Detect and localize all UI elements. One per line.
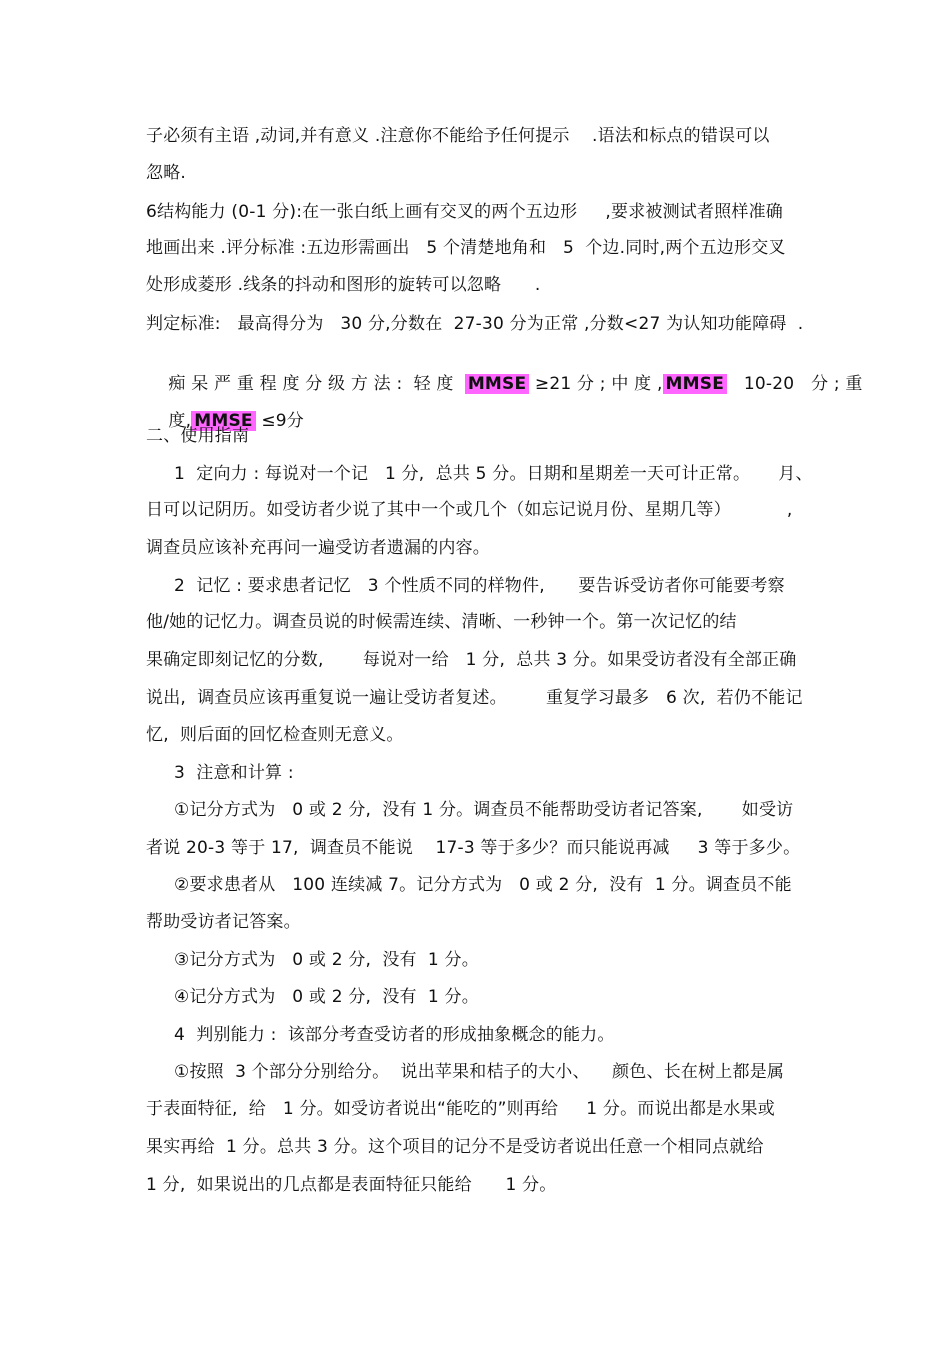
text-line: 子必须有主语 ,动词,并有意义 .注意你不能给予任何提示 .语法和标点的错误可以 bbox=[146, 126, 770, 146]
text-line: 地画出来 .评分标准 :五边形需画出 5 个清楚地角和 5 个边.同时,两个五边形交叉 bbox=[146, 238, 786, 258]
text-line: ④记分方式为 0 或 2 分, 没有 1 分。 bbox=[146, 987, 479, 1007]
text-line: 调查员应该补充再问一遍受访者遗漏的内容。 bbox=[146, 538, 490, 558]
text-line: 判定标准: 最高得分为 30 分,分数在 27-30 分为正常 ,分数<27 为认知功能障碍 . bbox=[146, 314, 804, 334]
text-line: 1 分, 如果说出的几点都是表面特征只能给 1 分。 bbox=[146, 1175, 557, 1195]
text-line: 1 定向力 : 每说对一个记 1 分, 总共 5 分。日期和星期差一天可计正常。 月、 bbox=[146, 464, 813, 484]
text-line: 忽略. bbox=[146, 163, 187, 183]
text-line: 忆, 则后面的回忆检查则无意义。 bbox=[146, 725, 404, 745]
text-line: 者说 20-3 等于 17, 调查员不能说 17-3 等于多少？而只能说再减 3 等于多少。 bbox=[146, 838, 801, 858]
text-line: 日可以记阴历。如受访者少说了其中一个或几个（如忘记说月份、星期几等） , bbox=[146, 500, 793, 520]
text-segment: ≤9分 bbox=[255, 411, 304, 431]
text-line: 果实再给 1 分。总共 3 分。这个项目的记分不是受访者说出任意一个相同点就给 bbox=[146, 1137, 764, 1157]
mmse-highlight: MMSE bbox=[465, 374, 530, 394]
text-line: 4 判别能力 : 该部分考查受访者的形成抽象概念的能力。 bbox=[146, 1025, 615, 1045]
section-heading: 二、使用指南 bbox=[146, 426, 250, 446]
text-line: 说出, 调查员应该再重复说一遍让受访者复述。 重复学习最多 6 次, 若仍不能记 bbox=[146, 688, 803, 708]
text-segment: ≥21 分 ; 中 度 , bbox=[529, 374, 663, 394]
text-line: 3 注意和计算 : bbox=[146, 763, 294, 783]
text-line: 帮助受访者记答案。 bbox=[146, 912, 301, 932]
text-line: ②要求患者从 100 连续减 7。记分方式为 0 或 2 分, 没有 1 分。调查员不能 bbox=[146, 875, 792, 895]
text-line: 2 记忆 : 要求患者记忆 3 个性质不同的样物件, 要告诉受访者你可能要考察 bbox=[146, 576, 785, 596]
text-segment: 10-20 分 ; 重 bbox=[727, 374, 863, 394]
text-segment: 痴 呆 严 重 程 度 分 级 方 法 : 轻 度 bbox=[168, 374, 465, 394]
text-line: 于表面特征, 给 1 分。如受访者说出“能吃的”则再给 1 分。而说出都是水果或 bbox=[146, 1099, 775, 1119]
text-line: 6结构能力 (0-1 分):在一张白纸上画有交叉的两个五边形 ,要求被测试者照样准确 bbox=[146, 202, 784, 222]
text-line: ③记分方式为 0 或 2 分, 没有 1 分。 bbox=[146, 950, 479, 970]
mmse-highlight: MMSE bbox=[663, 374, 728, 394]
mmse-highlight: MMSE bbox=[191, 411, 256, 431]
text-line: 果确定即刻记忆的分数, 每说对一给 1 分, 总共 3 分。如果受访者没有全部正确 bbox=[146, 650, 797, 670]
text-line: 处形成菱形 .线条的抖动和图形的旋转可以忽略 . bbox=[146, 275, 541, 295]
text-line: ①按照 3 个部分分别给分。 说出苹果和桔子的大小、 颜色、长在树上都是属 bbox=[146, 1062, 785, 1082]
text-segment: 度, bbox=[168, 411, 192, 431]
text-line: 他/她的记忆力。调查员说的时候需连续、清晰、一秒钟一个。第一次记忆的结 bbox=[146, 612, 737, 632]
text-line: ①记分方式为 0 或 2 分, 没有 1 分。调查员不能帮助受访者记答案, 如受访 bbox=[146, 800, 794, 820]
